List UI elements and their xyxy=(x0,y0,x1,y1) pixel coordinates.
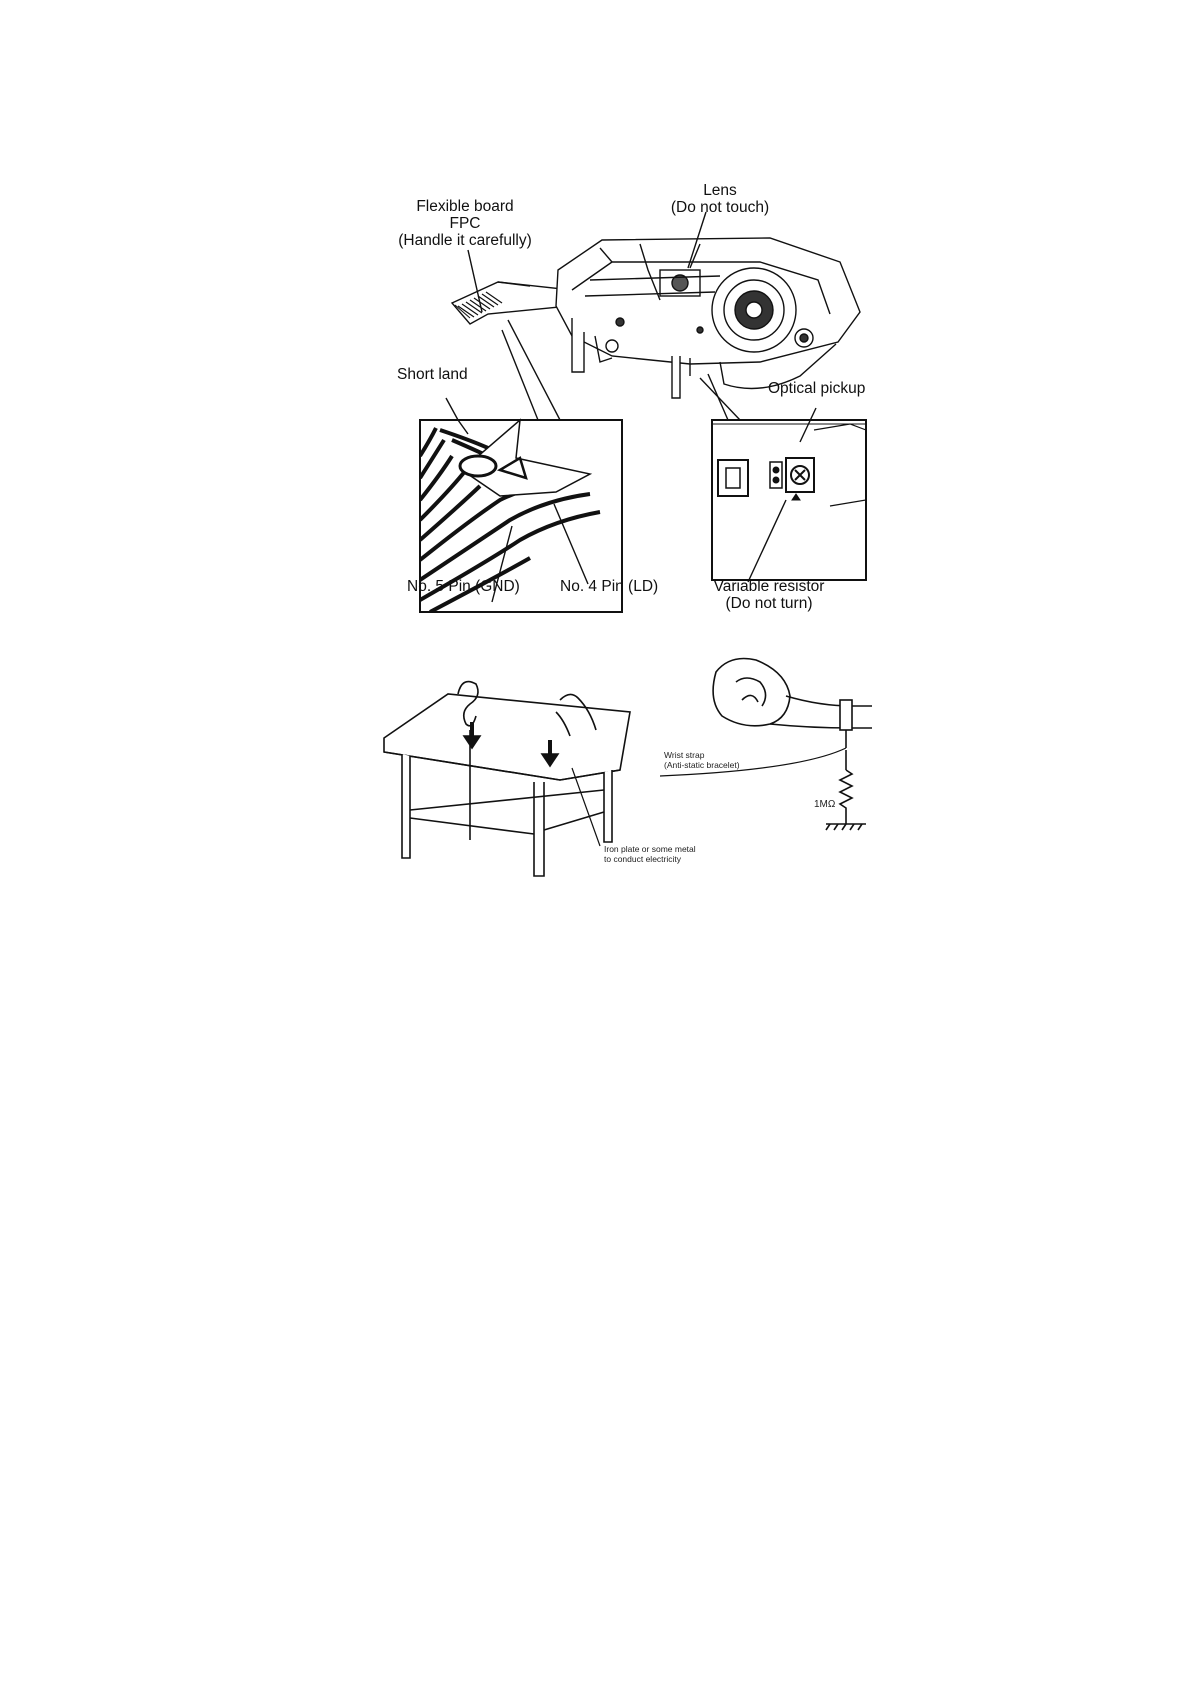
pin5-label: No. 5 Pin (GND) xyxy=(407,578,520,595)
pin4-label: No. 4 Pin (LD) xyxy=(560,578,659,595)
wrist-strap-label-line1: Wrist strap xyxy=(664,750,705,760)
variable-resistor-label-line2: (Do not turn) xyxy=(725,595,813,612)
fpc-label xyxy=(370,198,560,249)
optical-pickup-label: Optical pickup xyxy=(768,380,866,397)
lens-label xyxy=(650,182,790,216)
lens-label-line2: (Do not touch) xyxy=(670,199,770,216)
short-land-label: Short land xyxy=(397,366,468,383)
variable-resistor-label-line1: Variable resistor xyxy=(713,578,825,595)
variable-resistor-inset-drawing xyxy=(712,420,866,580)
iron-plate-label xyxy=(604,844,696,864)
wrist-strap-label xyxy=(664,750,740,770)
wrist-strap-drawing xyxy=(660,659,872,831)
resistor-value-label: 1MΩ xyxy=(814,799,836,810)
wrist-strap-label-line2: (Anti-static bracelet) xyxy=(664,760,740,770)
variable-resistor-label xyxy=(694,578,844,612)
lens-label-line1: Lens xyxy=(703,182,737,199)
esd-table-drawing xyxy=(384,682,630,876)
iron-plate-label-line1: Iron plate or some metal xyxy=(604,844,696,854)
fpc-label-line1: Flexible board xyxy=(416,198,514,215)
fpc-label-line3: (Handle it carefully) xyxy=(398,232,532,249)
iron-plate-label-line2: to conduct electricity xyxy=(604,854,682,864)
fpc-label-line2: FPC xyxy=(449,215,481,232)
